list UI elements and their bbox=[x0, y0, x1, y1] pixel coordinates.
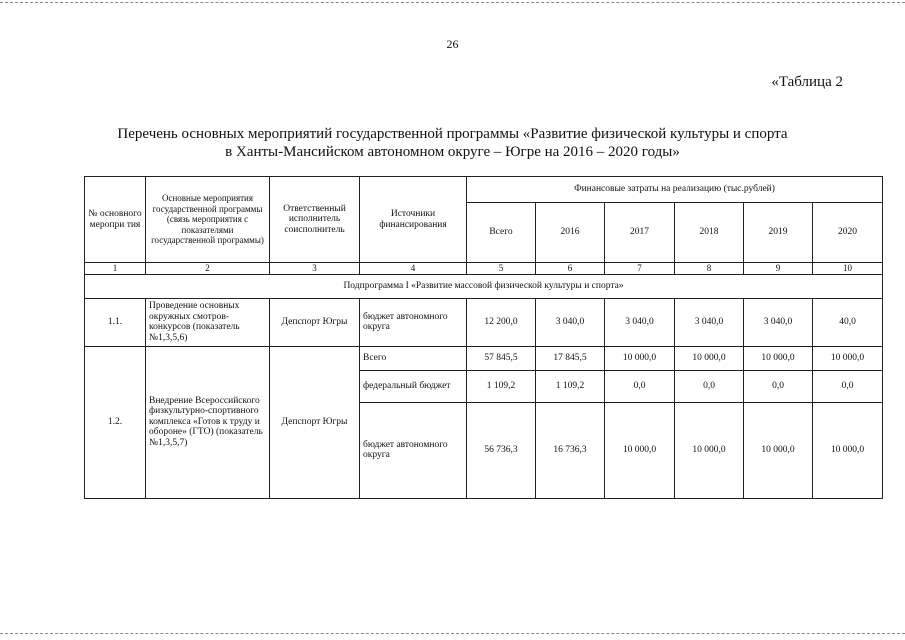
row-total: 12 200,0 bbox=[467, 298, 536, 346]
row-source: бюджет автономного округа bbox=[360, 402, 467, 498]
events-table bbox=[84, 176, 883, 499]
table-row bbox=[85, 298, 883, 346]
row-2019: 10 000,0 bbox=[744, 402, 813, 498]
column-number: 7 bbox=[605, 263, 675, 275]
row-2020: 0,0 bbox=[813, 370, 883, 402]
header-year-2019: 2019 bbox=[744, 203, 813, 263]
column-numbers-row bbox=[85, 263, 883, 275]
header-executor: Ответственный исполнитель соисполнитель bbox=[270, 177, 360, 263]
row-source: федеральный бюджет bbox=[360, 370, 467, 402]
row-2017: 10 000,0 bbox=[605, 346, 675, 370]
row-total: 1 109,2 bbox=[467, 370, 536, 402]
column-number: 10 bbox=[813, 263, 883, 275]
scan-top-edge bbox=[0, 2, 905, 3]
row-2017: 10 000,0 bbox=[605, 402, 675, 498]
row-2016: 3 040,0 bbox=[536, 298, 605, 346]
column-number: 2 bbox=[146, 263, 270, 275]
row-2017: 0,0 bbox=[605, 370, 675, 402]
row-2018: 10 000,0 bbox=[675, 346, 744, 370]
row-2018: 0,0 bbox=[675, 370, 744, 402]
column-number: 5 bbox=[467, 263, 536, 275]
row-2016: 17 845,5 bbox=[536, 346, 605, 370]
header-events: Основные мероприятия государственной программы (связь мероприятия с показателями государственной программы) bbox=[146, 177, 270, 263]
header-year-2020: 2020 bbox=[813, 203, 883, 263]
table-row bbox=[85, 346, 883, 370]
row-executor: Депспорт Югры bbox=[270, 346, 360, 498]
document-title-line-2: в Ханты-Мансийском автономном округе – Югре на 2016 – 2020 годы» bbox=[225, 144, 680, 160]
header-year-2017: 2017 bbox=[605, 203, 675, 263]
row-number: 1.2. bbox=[85, 346, 146, 498]
row-source: бюджет автономного округа bbox=[360, 298, 467, 346]
document-title bbox=[0, 125, 905, 161]
row-2020: 10 000,0 bbox=[813, 402, 883, 498]
row-2018: 10 000,0 bbox=[675, 402, 744, 498]
column-number: 1 bbox=[85, 263, 146, 275]
row-2016: 1 109,2 bbox=[536, 370, 605, 402]
row-total: 57 845,5 bbox=[467, 346, 536, 370]
row-2017: 3 040,0 bbox=[605, 298, 675, 346]
row-2019: 10 000,0 bbox=[744, 346, 813, 370]
row-executor: Депспорт Югры bbox=[270, 298, 360, 346]
row-event: Проведение основных окружных смотров-конкурсов (показатель №1,3,5,6) bbox=[146, 298, 270, 346]
header-source: Источники финансирования bbox=[360, 177, 467, 263]
subprogram-title: Подпрограмма I «Развитие массовой физической культуры и спорта» bbox=[85, 274, 883, 298]
row-source: Всего bbox=[360, 346, 467, 370]
row-total: 56 736,3 bbox=[467, 402, 536, 498]
column-number: 6 bbox=[536, 263, 605, 275]
subprogram-row bbox=[85, 274, 883, 298]
scan-bottom-edge bbox=[0, 633, 905, 634]
header-total: Всего bbox=[467, 203, 536, 263]
row-2018: 3 040,0 bbox=[675, 298, 744, 346]
column-number: 4 bbox=[360, 263, 467, 275]
header-finance: Финансовые затраты на реализацию (тыс.рублей) bbox=[467, 177, 883, 203]
column-number: 3 bbox=[270, 263, 360, 275]
table-header-row-1 bbox=[85, 177, 883, 203]
row-2019: 0,0 bbox=[744, 370, 813, 402]
row-2019: 3 040,0 bbox=[744, 298, 813, 346]
row-event: Внедрение Всероссийского физкультурно-спортивного комплекса «Готов к труду и обороне» (ГТО) (показатель №1,3,5,7) bbox=[146, 346, 270, 498]
document-title-line-1: Перечень основных мероприятий государственной программы «Развитие физической культуры и спорта bbox=[117, 126, 788, 142]
header-year-2018: 2018 bbox=[675, 203, 744, 263]
row-number: 1.1. bbox=[85, 298, 146, 346]
header-year-2016: 2016 bbox=[536, 203, 605, 263]
table-caption: «Таблица 2 bbox=[771, 74, 843, 90]
row-2020: 40,0 bbox=[813, 298, 883, 346]
row-2016: 16 736,3 bbox=[536, 402, 605, 498]
page-number: 26 bbox=[446, 37, 459, 51]
column-number: 9 bbox=[744, 263, 813, 275]
header-number: № основного меропри тия bbox=[85, 177, 146, 263]
row-2020: 10 000,0 bbox=[813, 346, 883, 370]
column-number: 8 bbox=[675, 263, 744, 275]
